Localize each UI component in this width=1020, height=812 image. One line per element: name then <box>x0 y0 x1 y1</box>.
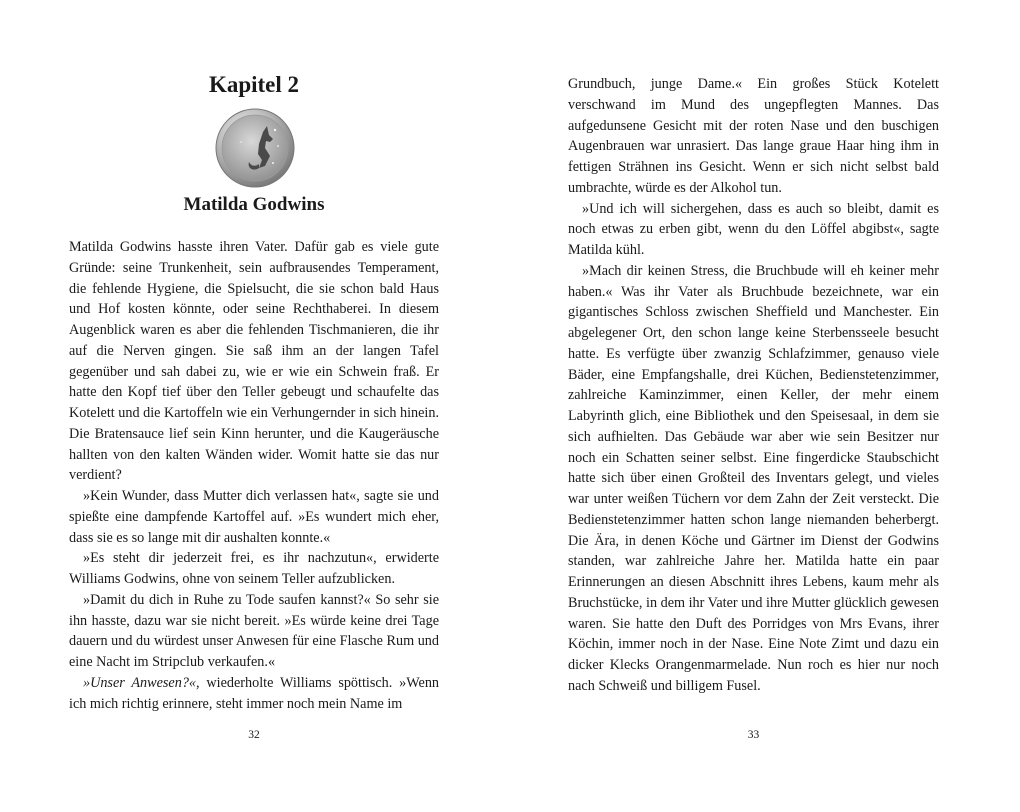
paragraph: »Damit du dich in Ruhe zu Tode saufen kannst?« So sehr sie ihn hasste, dazu war sie nicht bereit. »Es würde keine drei Tage dauern und du würdest unser Anwesen für eine Flasche Rum und eine Nacht im Stripclub verkaufen.« <box>69 591 439 670</box>
paragraph: »Mach dir keinen Stress, die Bruchbude will eh keiner mehr haben.« Was ihr Vater als Bruchbude bezeichnete, war ein gigantisches Schloss zwischen Sheffield und Manchester. Ein abgelegener Ort, den schon lange keine Sterbensseele besucht hatte. Es verfügte über zwanzig Schlafzimmer, genauso viele Bäder, eine Empfangshalle, drei Küchen, Bedienstetenzimmer, zahlreiche Kaminzimmer, einen Keller, der mehr einem Labyrinth glich, eine Bibliothek und den Speisesaal, in dem sie sich aufhielten. Das Gebäude war aber wie sein Besitzer nur noch ein Schatten seiner selbst. Eine fingerdicke Staubschicht hatte sich über einen Großteil des Inventars gelegt, und vieles war unter weißen Tüchern vor dem Zahn der Zeit versteckt. Die Bedienstetenzimmer hatten schon lange niemanden beherbergt. Die Ära, in denen Köche und Gärtner im Dienst der Godwins standen, war zahlreiche Jahre her. Matilda hatte ein paar Erinnerungen an diesen Abschnitt ihres Lebens, kaum mehr als Bruchstücke, in dem ihr Vater und ihre Mutter glücklich gewesen waren. Sie hatte den Duft des Porridges von Mrs Evans, ihrer Köchin, immer noch in der Nase. Eine Note Zimt und dazu ein dicker Klecks Orangenmarmelade. Nun roch es hier nur noch nach Schweiß und billigem Fusel. <box>568 262 939 694</box>
paragraph: »Und ich will sichergehen, dass es auch so bleibt, damit es noch etwas zu erben gibt, wenn du den Löffel abgibst«, sagte Matilda kühl. <box>568 200 939 258</box>
paragraph-rest: , wiederholte Williams spöttisch. »Wenn ich mich richtig erinnere, steht immer noch mein Name im <box>69 674 440 712</box>
right-page <box>568 0 939 812</box>
chapter-title: Kapitel 2 <box>208 72 300 97</box>
paragraph: »Es steht dir jederzeit frei, es ihr nachzutun«, erwiderte Williams Godwins, ohne von seinem Teller aufzublicken. <box>69 550 439 587</box>
page-number: 32 <box>248 729 260 741</box>
fox-medallion-icon <box>215 108 295 188</box>
italic-phrase: »Unser Anwesen?« <box>83 674 197 691</box>
paragraph: Grundbuch, junge Dame.« Ein großes Stück Kotelett verschwand im Mund des ungepflegten Mannes. Das aufgedunsene Gesicht mit der roten Nase und den buschigen Augenbrauen war unrasiert. Das lange graue Haar hing ihm in fettigen Strähnen ins Gesicht. Wenn er sich nicht selbst bald umbrachte, würde es der Alkohol tun. <box>568 76 939 196</box>
chapter-subtitle: Matilda Godwins <box>183 194 325 215</box>
right-body-text <box>568 74 939 697</box>
left-body-text <box>69 237 439 714</box>
paragraph: Matilda Godwins hasste ihren Vater. Dafür gab es viele gute Gründe: seine Trunkenheit, sein aufbrausendes Temperament, die fehlende Hygiene, die Spielsucht, die sie schon bald Haus und Hof kosten könnte, oder seine Rechthaberei. In diesem Augenblick waren es aber die fehlenden Tischmanieren, die ihr auf die Nerven gingen. Sie saß ihm an der langen Tafel gegenüber und sah dabei zu, wie er wie ein Schwein fraß. Er hatte den Kopf tief über den Teller gebeugt und schaufelte das Kotelett und die Kartoffeln wie ein Verhungernder in sich hinein. Die Bratensauce lief sein Kinn herunter, und die Kaugeräusche hallten von den kalten Wänden wider. Womit hatte sie das nur verdient? <box>69 239 439 484</box>
left-page <box>69 0 439 812</box>
paragraph: »Kein Wunder, dass Mutter dich verlassen hat«, sagte sie und spießte eine dampfende Kartoffel auf. »Es wundert mich eher, dass sie es so lange mit dir aushalten konnte.« <box>69 488 439 546</box>
page-number: 33 <box>747 729 760 741</box>
paragraph <box>69 673 439 715</box>
